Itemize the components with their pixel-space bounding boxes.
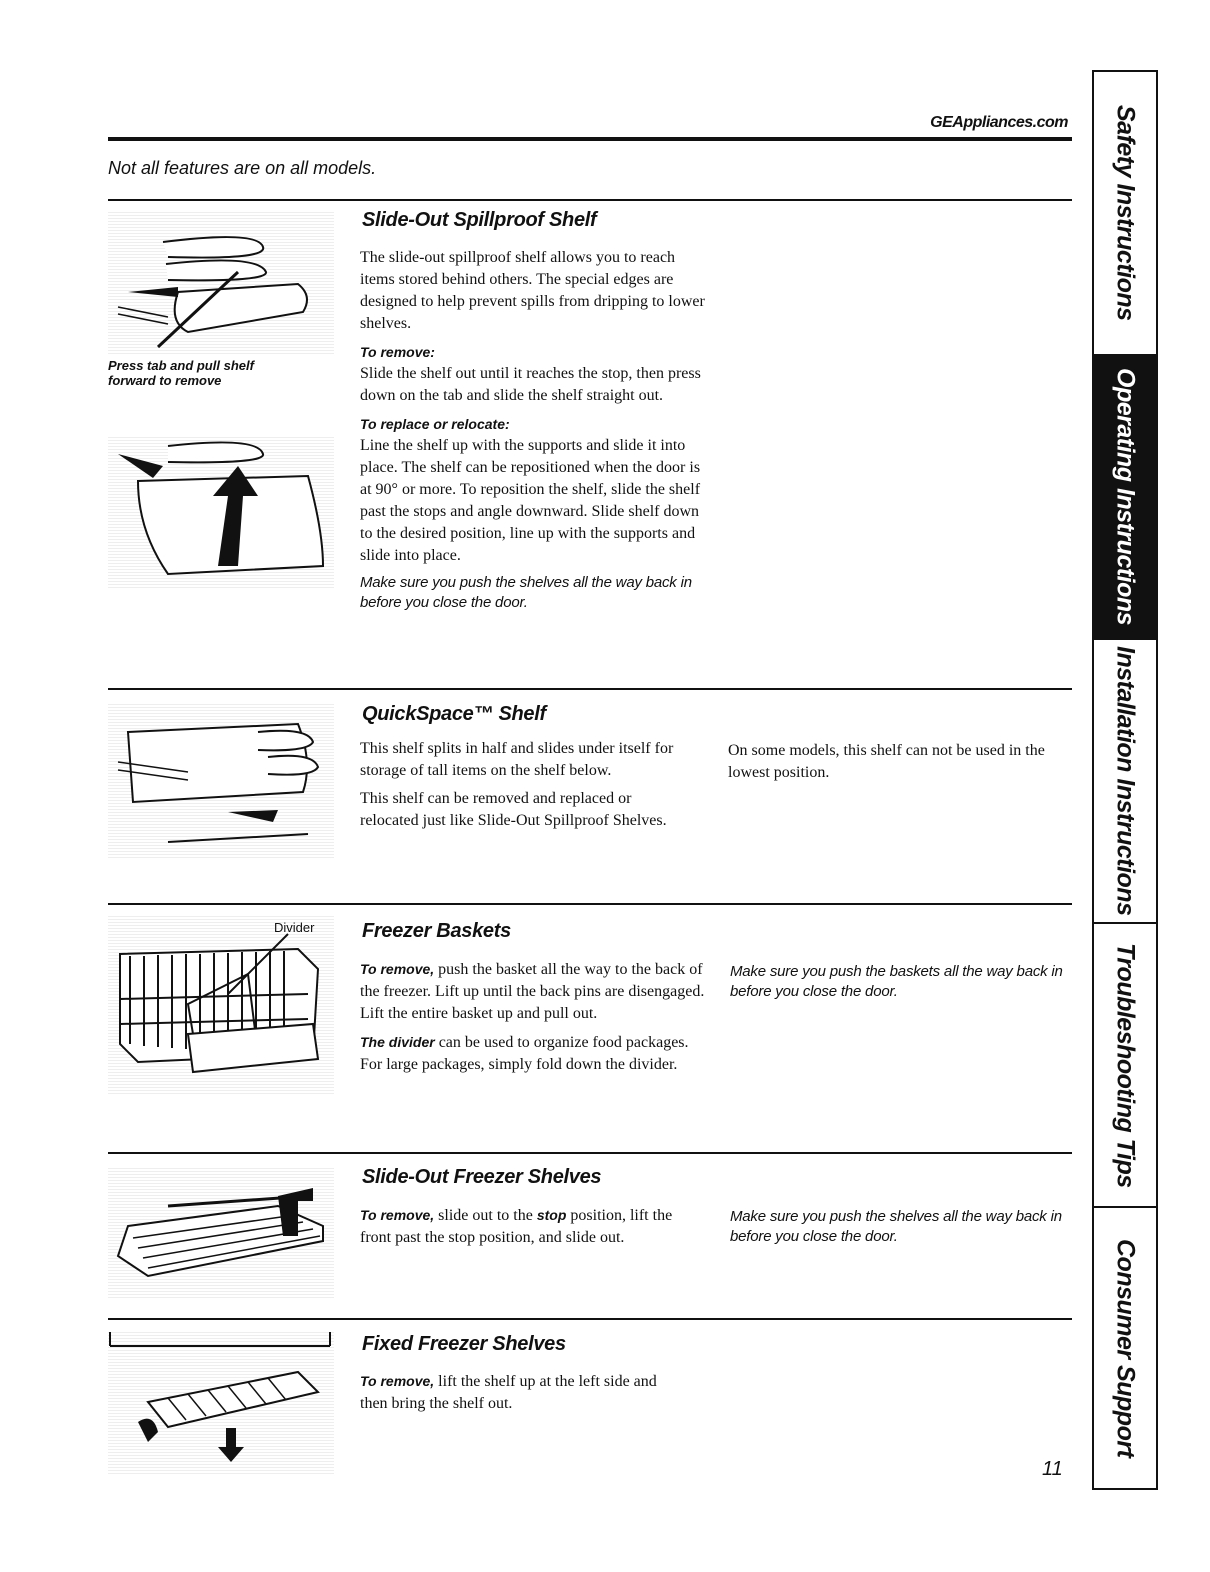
freezer-shelves-stop-word: stop: [536, 1207, 567, 1223]
freezer-basket-illustration: [108, 914, 334, 1094]
header-rule: [108, 137, 1072, 141]
quickspace-p2: This shelf can be removed and replaced or relocated just like Slide-Out Spillproof Shelves.: [360, 790, 667, 829]
tab-consumer-support[interactable]: Consumer Support: [1111, 1238, 1140, 1458]
spillproof-replace-label: To replace or relocate:: [360, 416, 510, 432]
section-divider: [108, 199, 1072, 201]
baskets-remove: [360, 958, 710, 1025]
spillproof-replace-text: Line the shelf up with the supports and slide it into place. The shelf can be repositioned when the door is at 90° or more. To reposition the shelf, slide the shelf past the stops and angle downward. Slide shelf down to the desired position, line up with the supports and slide into place.: [360, 437, 701, 564]
freezer-shelves-side-note: Make sure you push the shelves all the way back in before you close the door.: [730, 1208, 1062, 1245]
section-divider: [108, 1318, 1072, 1320]
fixed-body: [360, 1370, 680, 1421]
freezer-shelves-remove-pre: slide out to the: [438, 1207, 533, 1224]
spillproof-remove-label: To remove:: [360, 344, 435, 360]
quickspace-shelf-illustration: [108, 702, 334, 858]
spillproof-caption: Press tab and pull shelf forward to remove: [108, 358, 254, 388]
spillproof-note: Make sure you push the shelves all the way back in before you close the door.: [360, 574, 692, 611]
features-note: Not all features are on all models.: [108, 158, 377, 178]
baskets-remove-label: To remove,: [360, 961, 435, 977]
spillproof-body: [360, 247, 710, 613]
fixed-remove-label: To remove,: [360, 1373, 435, 1389]
section-divider: [108, 903, 1072, 905]
baskets-remove-text: push the basket all the way to the back of the freezer. Lift up until the back pins are disengaged. Lift the entire basket up and pull out.: [360, 961, 705, 1022]
quickspace-p1: This shelf splits in half and slides under itself for storage of tall items on the shelf below.: [360, 740, 674, 779]
divider-callout: Divider: [274, 920, 315, 935]
tab-installation-instructions[interactable]: Installation Instructions: [1094, 640, 1156, 924]
spillproof-intro: The slide-out spillproof shelf allows you to reach items stored behind others. The special edges are designed to help prevent spills from dripping to lower shelves.: [360, 249, 705, 332]
section-tabs: [1092, 70, 1158, 1490]
baskets-divider: [360, 1031, 710, 1076]
quickspace-body: [360, 738, 690, 838]
fixed-remove-text: lift the shelf up at the left side and then bring the shelf out.: [360, 1373, 657, 1412]
freezer-shelves-remove: [360, 1204, 680, 1249]
freezer-shelves-remove-label: To remove,: [360, 1207, 435, 1223]
baskets-title: Freezer Baskets: [362, 920, 511, 942]
tab-safety-instructions[interactable]: Safety Instructions: [1094, 72, 1156, 356]
spillproof-remove-text: Slide the shelf out until it reaches the stop, then press down on the tab and slide the shelf straight out.: [360, 365, 701, 404]
freezer-shelves-remove-post: position, lift the front past the stop position, and slide out.: [360, 1207, 673, 1246]
quickspace-title: QuickSpace™ Shelf: [362, 703, 546, 725]
baskets-side-note: Make sure you push the baskets all the way back in before you close the door.: [730, 963, 1063, 1000]
freezer-shelf-illustration: [108, 1166, 334, 1298]
page-number: 11: [1042, 1458, 1063, 1480]
section-divider: [108, 1152, 1072, 1154]
spillproof-replace-illustration: [108, 436, 334, 588]
quickspace-side-note: On some models, this shelf can not be used in the lowest position.: [728, 742, 1045, 781]
freezer-shelves-body: [360, 1204, 680, 1255]
spillproof-title: Slide-Out Spillproof Shelf: [362, 209, 597, 231]
baskets-body: [360, 958, 710, 1082]
fixed-remove: [360, 1370, 680, 1415]
site-url: GEAppliances.com: [930, 114, 1068, 131]
tab-troubleshooting-tips[interactable]: Troubleshooting Tips: [1094, 924, 1156, 1208]
baskets-divider-label: The divider: [360, 1034, 435, 1050]
spillproof-shelf-illustration: [108, 212, 334, 354]
fixed-shelf-illustration: [108, 1332, 334, 1474]
freezer-shelves-title: Slide-Out Freezer Shelves: [362, 1166, 602, 1188]
baskets-divider-text: can be used to organize food packages. For large packages, simply fold down the divider.: [360, 1034, 689, 1073]
fixed-title: Fixed Freezer Shelves: [362, 1333, 566, 1355]
section-divider: [108, 688, 1072, 690]
tab-operating-instructions[interactable]: Operating Instructions: [1094, 356, 1156, 640]
